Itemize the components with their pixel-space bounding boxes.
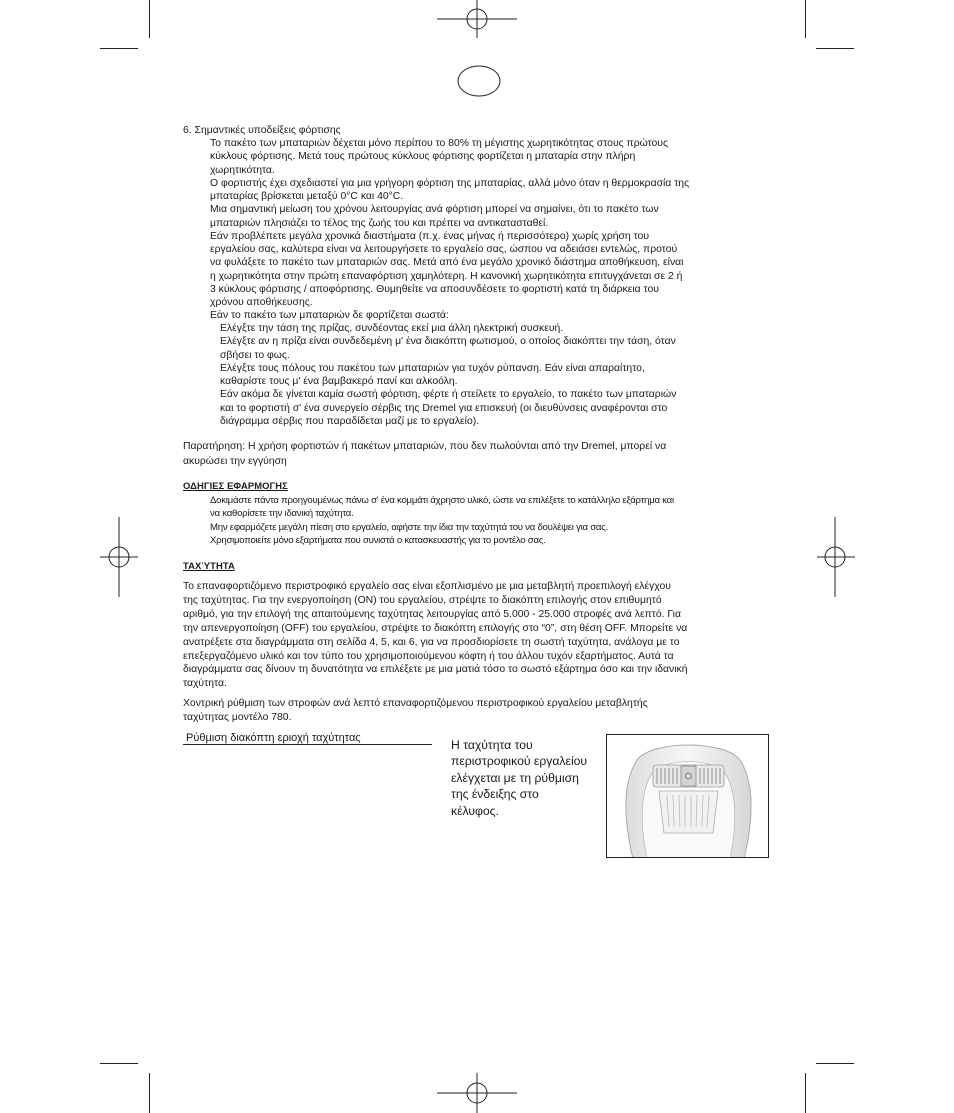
text-line: εργαλείου σας, καλύτερα είναι να λειτουργήσετε το εργαλείο σας, ώσπου να αδειάσει εντελώς, προτού bbox=[210, 244, 678, 255]
text-line: η χωρητικότητα στην πρώτη επαναφόρτιση χαμηλότερη. Η κανονική χωρητικότητα επιτυγχάνεται σε 2 ή bbox=[210, 270, 683, 282]
text-line: να φυλάξετε το πακέτο των μπαταριών σας. Μετά από ένα μεγάλο χρονικό διάστημα αποθήκευση, είναι bbox=[210, 257, 684, 269]
text-line: κύκλους φόρτισης. Μετά τους πρώτους κύκλους φόρτισης φορτίζεται η μπαταρία στην πλήρη bbox=[210, 151, 636, 163]
caption-line: της ένδειξης στο bbox=[451, 787, 539, 802]
text-line: Ο φορτιστής έχει σχεδιαστεί για μια γρήγορη φόρτιση της μπαταρίας, αλλά μόνο όταν η θερμοκρασία της bbox=[210, 177, 690, 189]
crop-mark bbox=[100, 1063, 138, 1064]
registration-mark-bottom bbox=[437, 1073, 517, 1113]
figure-label: Ρύθμιση διακόπτη εριοχή ταχύτητας bbox=[183, 732, 432, 745]
text-line: Το επαναφορτιζόμενο περιστροφικό εργαλείο σας είναι εξοπλισμένο με μια μεταβλητή προεπιλογή ελέγχου bbox=[183, 581, 671, 592]
text-line: μπαταριών πλησιάζει το τέλος της ζωής του και πρέπει να αντικατασταθεί. bbox=[210, 217, 549, 229]
crop-mark bbox=[805, 0, 806, 38]
section-heading-speed: ΤΑΧΎΤΗΤΑ bbox=[183, 560, 235, 571]
text-line: διαγράμματα σας δίνουν τη δυνατότητα να επιλέξετε με μια ματιά τόσο το σωστό εξάρτημα όσο και την ιδανική bbox=[183, 664, 688, 676]
registration-mark-left bbox=[100, 517, 140, 597]
text-line: ταχύτητας μοντέλο 780. bbox=[183, 711, 292, 723]
text-line: Μην εφαρμόζετε μεγάλη πίεση στο εργαλείο, αφήστε την ίδια την ταχύτητά του να δουλέψει για σας. bbox=[210, 521, 608, 533]
text-line: Εάν προβλέπετε μεγάλα χρονικά διαστήματα (π.χ. ένας μήνας ή περισσότερο) χωρίς χρήση του bbox=[210, 230, 650, 242]
text-line: σβήσει το φως. bbox=[220, 349, 290, 361]
text-line: αριθμό, για την επιλογή της απαιτούμενης ταχύτητας λειτουργίας από 5.000 - 25.000 στροφές ανά λεπτό. Για bbox=[183, 608, 681, 620]
text-line: Εάν ακόμα δε γίνεται καμία σωστή φόρτιση, φέρτε ή στείλετε το εργαλείο, το πακέτο των μπαταριών bbox=[220, 389, 677, 401]
text-line: διάγραμμα σέρβις που παραδίδεται μαζί με το εργαλείο). bbox=[220, 415, 480, 427]
text-line: Ελέγξτε την τάση της πρίζας, συνδέοντας εκεί μια άλλη ηλεκτρική συσκευή. bbox=[220, 323, 564, 334]
caption-line: περιστροφικού εργαλείου bbox=[451, 754, 588, 769]
text-line: Δοκιμάστε πάντα προηγουμένως πάνω σ' ένα κομμάτι άχρηστο υλικό, ώστε να επιλέξετε το κατάλληλο εξάρτημα και bbox=[210, 495, 674, 506]
text-line: Το πακέτο των μπαταριών δέχεται μόνο περίπου το 80% τη μέγιστης χωρητικότητας στους πρώτους bbox=[210, 138, 668, 149]
text-line: καθαρίστε τους μ' ένα βαμβακερό πανί και αλκοόλη. bbox=[220, 376, 458, 387]
caption-line: κέλυφος. bbox=[451, 803, 499, 818]
text-line: ανατρέξετε στα διαγράμματα στη σελίδα 4, 5, και 6, για να προσδιορίσετε τη σωστή ταχύτητα, ανάλογα με το bbox=[183, 636, 680, 648]
text-line: χρόνου αποθήκευσης. bbox=[210, 297, 313, 308]
text-line: την απενεργοποίηση (OFF) του εργαλείου, στρέψτε το διακόπτη επιλογής στο “0”, στη θέση OFF. Μπορείτε να bbox=[183, 622, 688, 634]
tool-body-drawing bbox=[607, 735, 769, 858]
crop-mark bbox=[816, 48, 854, 49]
crop-mark bbox=[805, 1073, 806, 1113]
registration-mark-top bbox=[437, 0, 517, 40]
text-line: 3 κύκλους φόρτισης / αποφόρτισης. Θυμηθείτε να αποσυνδέσετε το φορτιστή κατά τη διάρκεια του bbox=[210, 283, 659, 295]
speed-dial-illustration bbox=[606, 734, 769, 858]
text-line: Ελέγξτε αν η πρίζα είναι συνδεδεμένη μ' ένα διακόπτη φωτισμού, ο οποίος διακόπτει την τάση, όταν bbox=[220, 336, 676, 348]
text-line: Χρησιμοποιείτε μόνο εξαρτήματα που συνιστά ο κατασκευαστής για το μοντέλο σας. bbox=[210, 534, 546, 546]
text-line: ακυρώσει την εγγύηση bbox=[183, 455, 287, 467]
caption-line: Η ταχύτητα του bbox=[451, 738, 533, 752]
text-line: Μια σημαντική μείωση του χρόνου λειτουργίας ανά φόρτιση μπορεί να σημαίνει, ότι το πακέτο των bbox=[210, 204, 659, 216]
text-line: χωρητικότητα. bbox=[210, 164, 275, 176]
figure-caption bbox=[451, 737, 587, 819]
text-line: να καθορίσετε την ιδανική ταχύτητα. bbox=[210, 508, 354, 520]
crop-mark bbox=[816, 1063, 854, 1064]
crop-mark bbox=[149, 1073, 150, 1113]
text-line: επεξεργαζόμενο υλικό και τον τύπο του χρησιμοποιούμενου κόφτη ή του άλλου τυχόν εξαρτήματος. Αυτά τα bbox=[183, 650, 674, 662]
crop-mark bbox=[149, 0, 150, 38]
text-line: Ελέγξτε τους πόλους του πακέτου των μπαταριών για τυχόν ρύπανση. Εάν είναι απαραίτητο, bbox=[220, 362, 645, 374]
text-line: ταχύτητα. bbox=[183, 678, 227, 690]
text-line: Εάν το πακέτο των μπαταριών δε φορτίζεται σωστά: bbox=[210, 310, 449, 322]
text-line: και το φορτιστή σ' ένα συνεργείο σέρβις της Dremel για επισκευή (οι διευθύνσεις αναφέρονται στο bbox=[220, 402, 668, 414]
text-line: Παρατήρηση: Η χρήση φορτιστών ή πακέτων μπαταριών, που δεν πωλούνται από την Dremel, μπορεί να bbox=[183, 441, 667, 452]
text-line: μπαταρίας βρίσκεται μεταξύ 0°C και 40°C. bbox=[210, 191, 404, 202]
caption-line: ελέγχεται με τη ρύθμιση bbox=[451, 770, 579, 785]
text-line: της ταχύτητας. Για την ενεργοποίηση (ON) του εργαλείου, στρέψτε το διακόπτη επιλογής στον επιθυμητό bbox=[183, 594, 662, 606]
language-tab-oval bbox=[456, 64, 502, 98]
section-heading-charging: 6. Σημαντικές υποδείξεις φόρτισης bbox=[183, 125, 341, 136]
section-heading-application: ΟΔΗΓΙΕΣ ΕΦΑΡΜΟΓΗΣ bbox=[183, 480, 288, 491]
crop-mark bbox=[100, 48, 138, 49]
registration-mark-right bbox=[815, 517, 855, 597]
text-line: Χοντρική ρύθμιση των στροφών ανά λεπτό επαναφορτιζόμενου περιστροφικού εργαλείου μεταβλητής bbox=[183, 698, 648, 709]
